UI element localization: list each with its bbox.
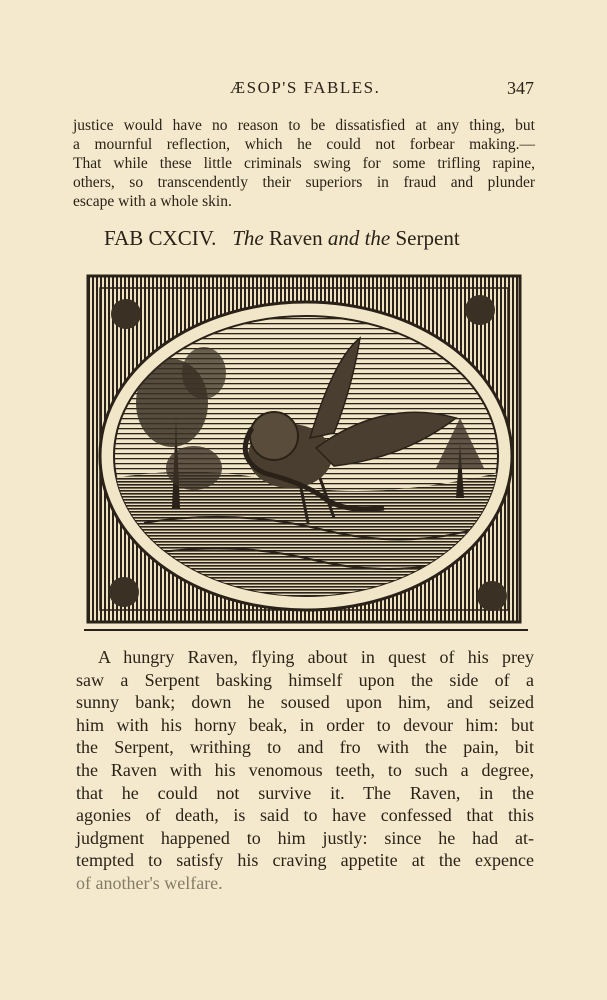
body-line: the Raven with his venomous teeth, to such a degree, (76, 759, 534, 780)
woodcut-illustration (84, 268, 528, 636)
intro-line: a mournful reflection, which he could not forbear making.— (73, 136, 535, 153)
body-line: sunny bank; down he soused upon him, and seized (76, 692, 534, 713)
fable-number: FAB CXCIV. (104, 226, 217, 250)
body-line: the Serpent, writhing to and fro with the pain, bit (76, 737, 534, 758)
fable-heading (104, 226, 460, 251)
fable-body (76, 646, 534, 895)
body-line: that he could not survive it. The Raven, in the (76, 782, 534, 803)
corner-roundel (109, 577, 139, 607)
page-number: 347 (507, 78, 534, 98)
corner-roundel (111, 299, 141, 329)
fable-title-serpent: Serpent (395, 226, 460, 250)
corner-roundel (465, 295, 495, 325)
fable-title-raven: Raven (268, 226, 323, 250)
intro-paragraph (73, 116, 535, 211)
body-line: of another's welfare. (76, 872, 223, 893)
intro-line: justice would have no reason to be dissatisfied at any thing, but (73, 117, 535, 134)
body-line: A hungry Raven, flying about in quest of his prey (98, 647, 534, 667)
body-line: saw a Serpent basking himself upon the side of a (76, 669, 534, 690)
corner-roundel (477, 581, 507, 611)
body-line: him with his horny beak, in order to devour him: but (76, 714, 534, 735)
intro-line: others, so transcendently their superiors in fraud and plunder (73, 174, 535, 191)
page-header (0, 78, 607, 102)
body-line: judgment happened to him justly: since he had at- (76, 827, 534, 848)
running-title: ÆSOP'S FABLES. (230, 78, 381, 97)
intro-line: That while these little criminals swing for some trifling rapine, (73, 155, 535, 172)
fable-title-and-the: and the (327, 226, 391, 250)
intro-line: escape with a whole skin. (73, 193, 232, 210)
body-line: tempted to satisfy his craving appetite at the expence (76, 850, 534, 871)
fable-title-the: The (232, 226, 264, 250)
body-line: agonies of death, is said to have confessed that this (76, 805, 534, 826)
